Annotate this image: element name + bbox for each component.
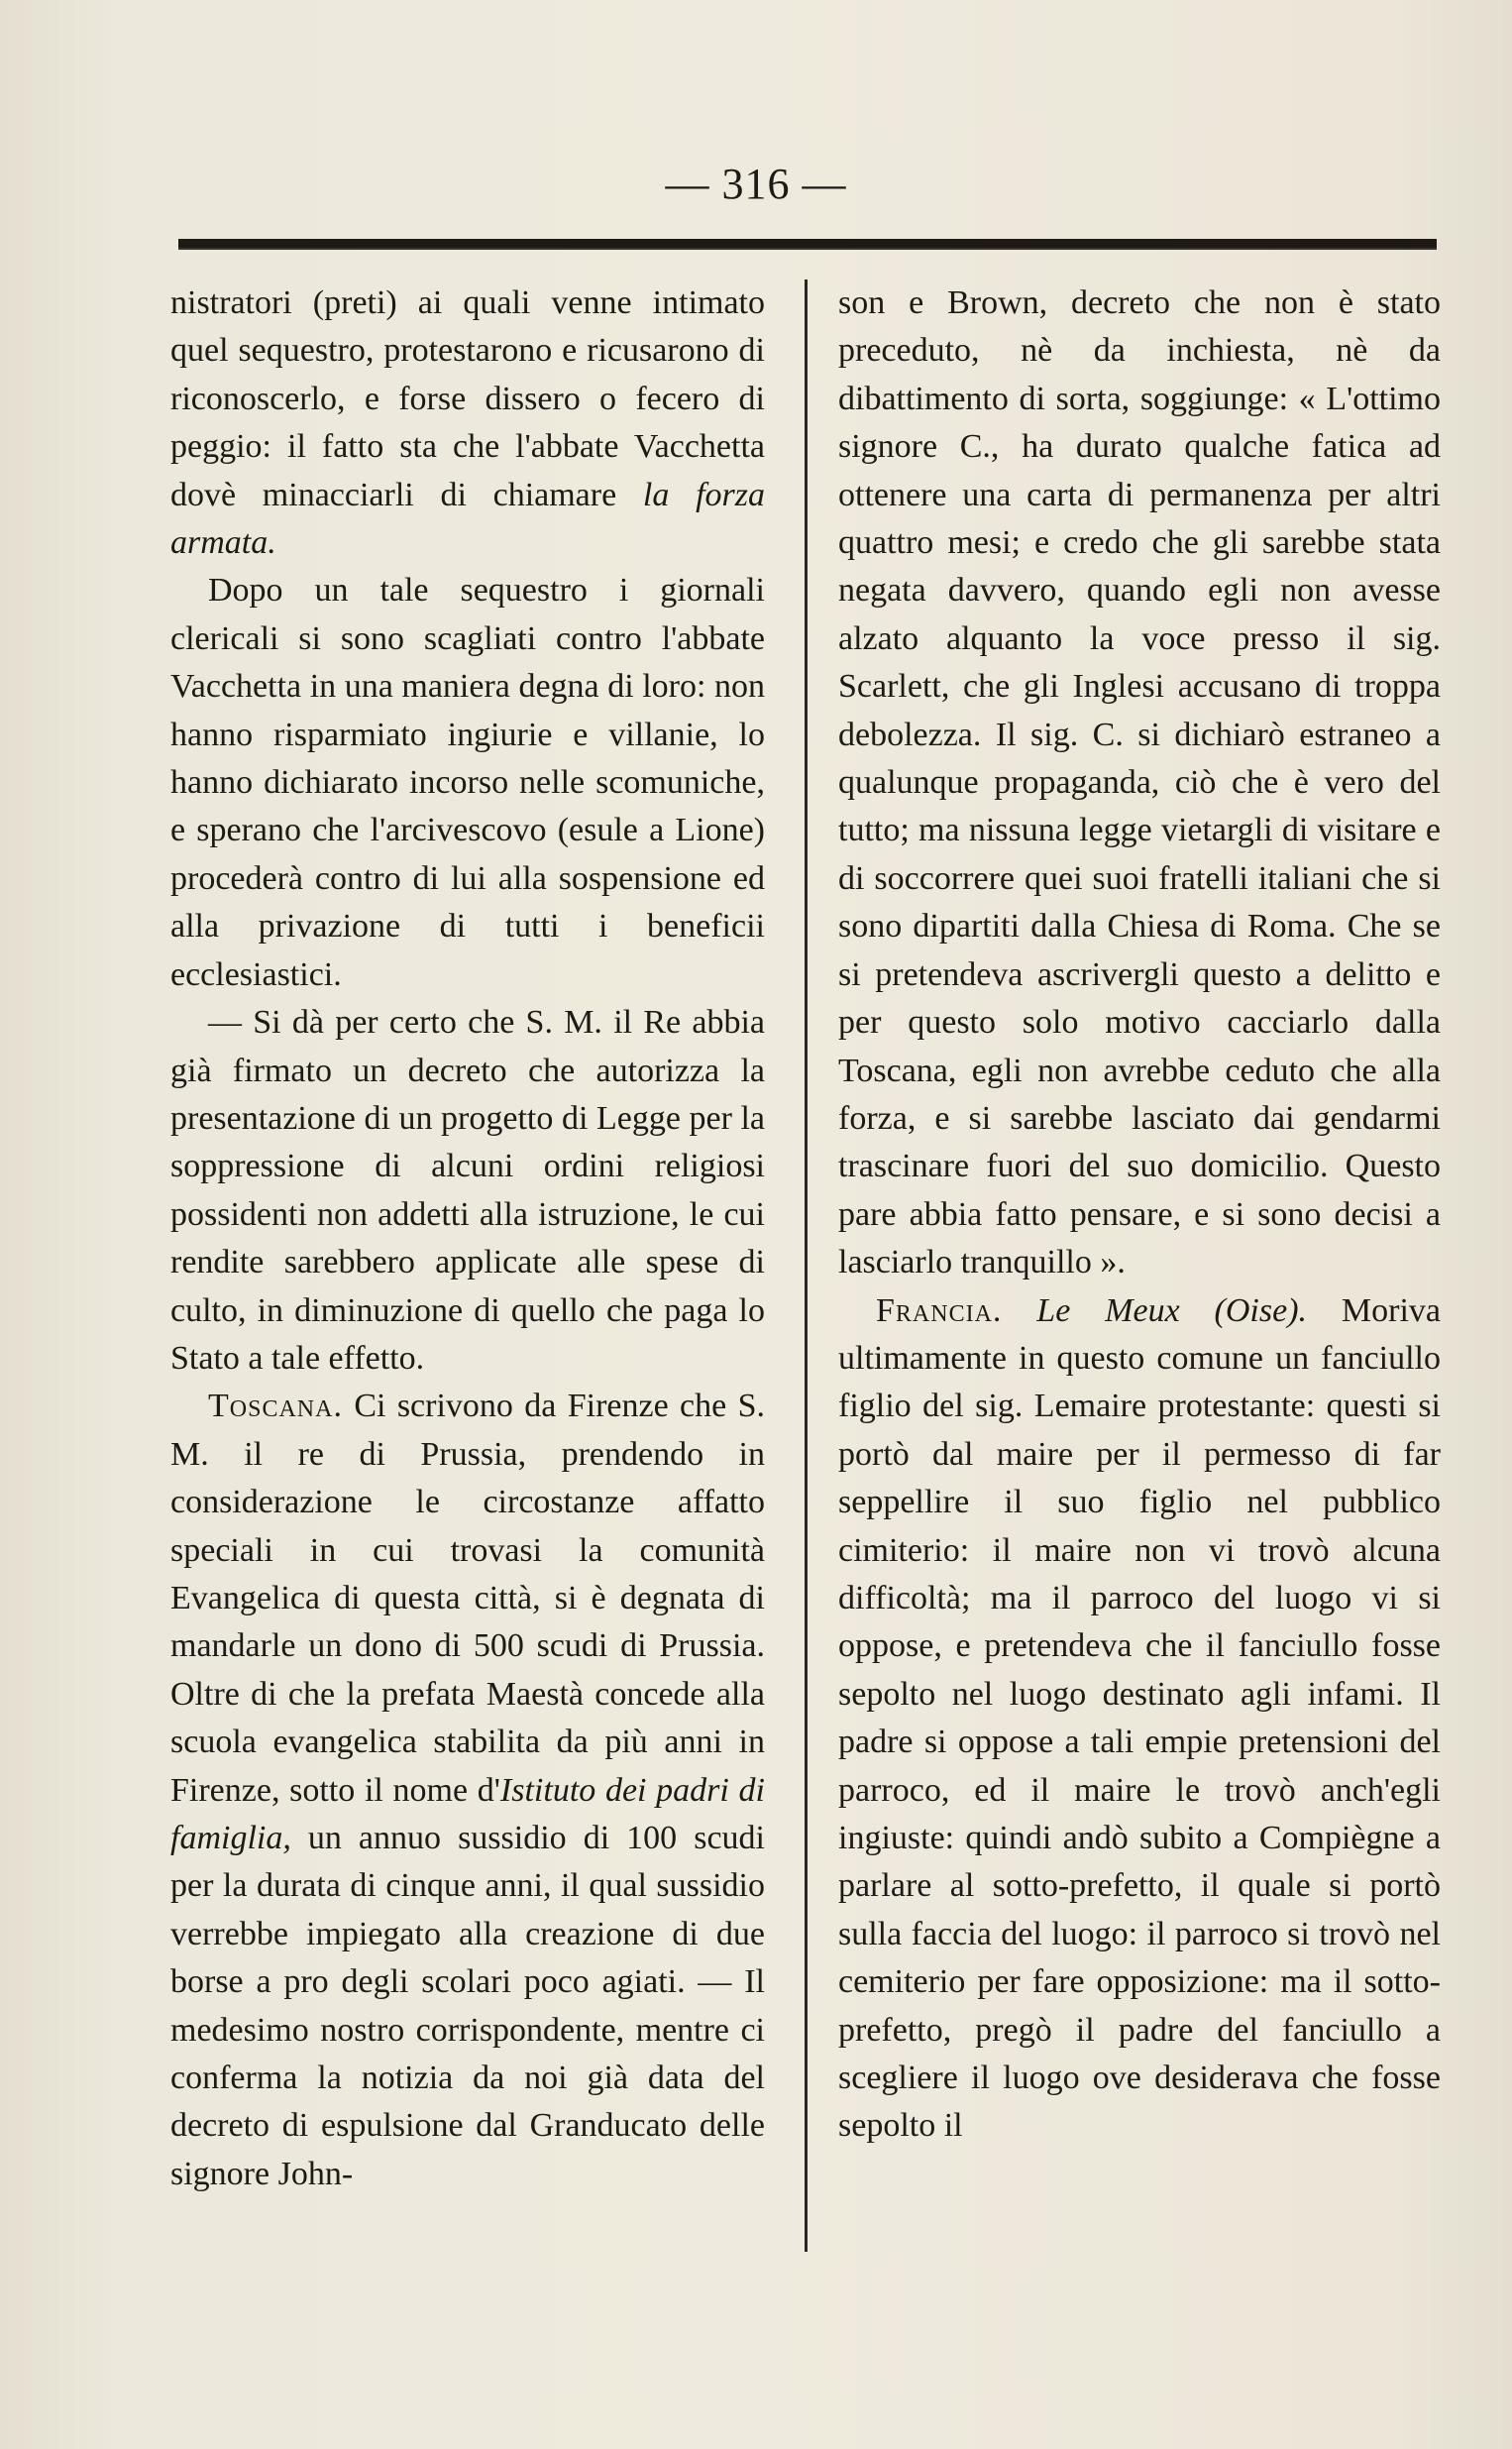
left-column	[170, 279, 765, 2198]
page-number: — 316 —	[665, 160, 847, 208]
paragraph-text: un annuo sussidio di 100 scudi per la durata di cinque anni, il qual sussidio verrebbe impiegato alla creazione di due borse a pro degli scolari poco agiati. — Il medesimo nostro corrispondente, mentre ci conferma la notizia da noi già data del decreto di espulsione dal Granducato delle signore John-	[170, 1820, 765, 2192]
paragraph-text: Moriva ultimamente in questo comune un fanciullo figlio del sig. Lemaire protestante: questi si portò dal maire per il permesso di far seppellire il suo figlio nel pubblico cimiterio: il maire non vi trovò alcuna difficoltà; ma il parroco del luogo vi si oppose, e pretendeva che il fanciullo fosse sepolto nel luogo destinato agli infami. Il padre si oppose a tali empie pretensioni del parroco, ed il maire le trovò anch'egli ingiuste: quindi andò subito a Compiègne a parlare al sotto-prefetto, il quale si portò sulla faccia del luogo: il parroco si trovò nel cemiterio per fare opposizione: ma il sotto-prefetto, pregò il padre del fanciullo a scegliere il luogo ove desiderava che fosse sepolto il	[838, 1291, 1441, 2145]
paragraph	[838, 1287, 1441, 2151]
paragraph	[170, 279, 765, 567]
section-heading: Toscana.	[208, 1388, 343, 1425]
paragraph: Dopo un tale sequestro i giornali clericali si sono scagliati contro l'abbate Vacchetta in una maniera degna di loro: non hanno risparmiato ingiurie e villanie, lo hanno dichiarato incorso nelle scomuniche, e sperano che l'arcivescovo (esule a Lione) procederà contro di lui alla sospensione ed alla privazione di tutti i beneficii ecclesiastici.	[170, 572, 765, 993]
column-divider	[805, 279, 808, 2252]
italic-text: Le Meux (Oise).	[1036, 1291, 1308, 1329]
section-heading: Francia.	[876, 1291, 1003, 1329]
header-rule	[178, 239, 1437, 250]
italic-text: Istituto dei padri di famiglia,	[170, 1771, 766, 1856]
right-column	[838, 279, 1441, 2151]
paragraph: son e Brown, decreto che non è stato preceduto, nè da inchiesta, nè da dibattimento di sorta, soggiunge: « L'ottimo signore C., ha durato qualche fatica ad ottenere una carta di permanenza per altri quattro mesi; e credo che gli sarebbe stata negata davvero, quando egli non avesse alzato alquanto la voce presso il sig. Scarlett, che gli Inglesi accusano di troppa debolezza. Il sig. C. si dichiarò estraneo a qualunque propaganda, ciò che è vero del tutto; ma nissuna legge vietargli di visitare e di soccorrere quei suoi fratelli italiani che si sono dipartiti dalla Chiesa di Roma. Che se si pretendeva ascrivergli questo a delitto e per questo solo motivo cacciarlo dalla Toscana, egli non avrebbe ceduto che alla forza, e si sarebbe lasciato dai gendarmi trascinare fuori del suo domicilio. Questo pare abbia fatto pensare, e si sono decisi a lasciarlo tranquillo ».	[838, 284, 1441, 1281]
paragraph-text: Ci scrivono da Firenze che S. M. il re di Prussia, prendendo in considerazione le circostanze affatto speciali in cui trovasi la comunità Evangelica di questa città, si è degnata di mandarle un dono di 500 scudi di Prussia. Oltre di che la prefata Maestà concede alla scuola evangelica stabilita da più anni in Firenze, sotto il nome d'	[170, 1388, 765, 1809]
paragraph	[170, 1383, 765, 2198]
paragraph: — Si dà per certo che S. M. il Re abbia già firmato un decreto che autorizza la presentazione di un progetto di Legge per la soppressione di alcuni ordini religiosi possidenti non addetti alla istruzione, le cui rendite sarebbero applicate alle spese di culto, in diminuzione di quello che paga lo Stato a tale effetto.	[170, 1004, 765, 1377]
paragraph-text: nistratori (preti) ai quali venne intimato quel sequestro, protestarono e ricusarono di riconoscerlo, e forse dissero o fecero di peggio: il fatto sta che l'abbate Vacchetta dovè minacciarli di chiamare	[170, 284, 765, 513]
italic-text: la forza armata.	[170, 476, 765, 562]
